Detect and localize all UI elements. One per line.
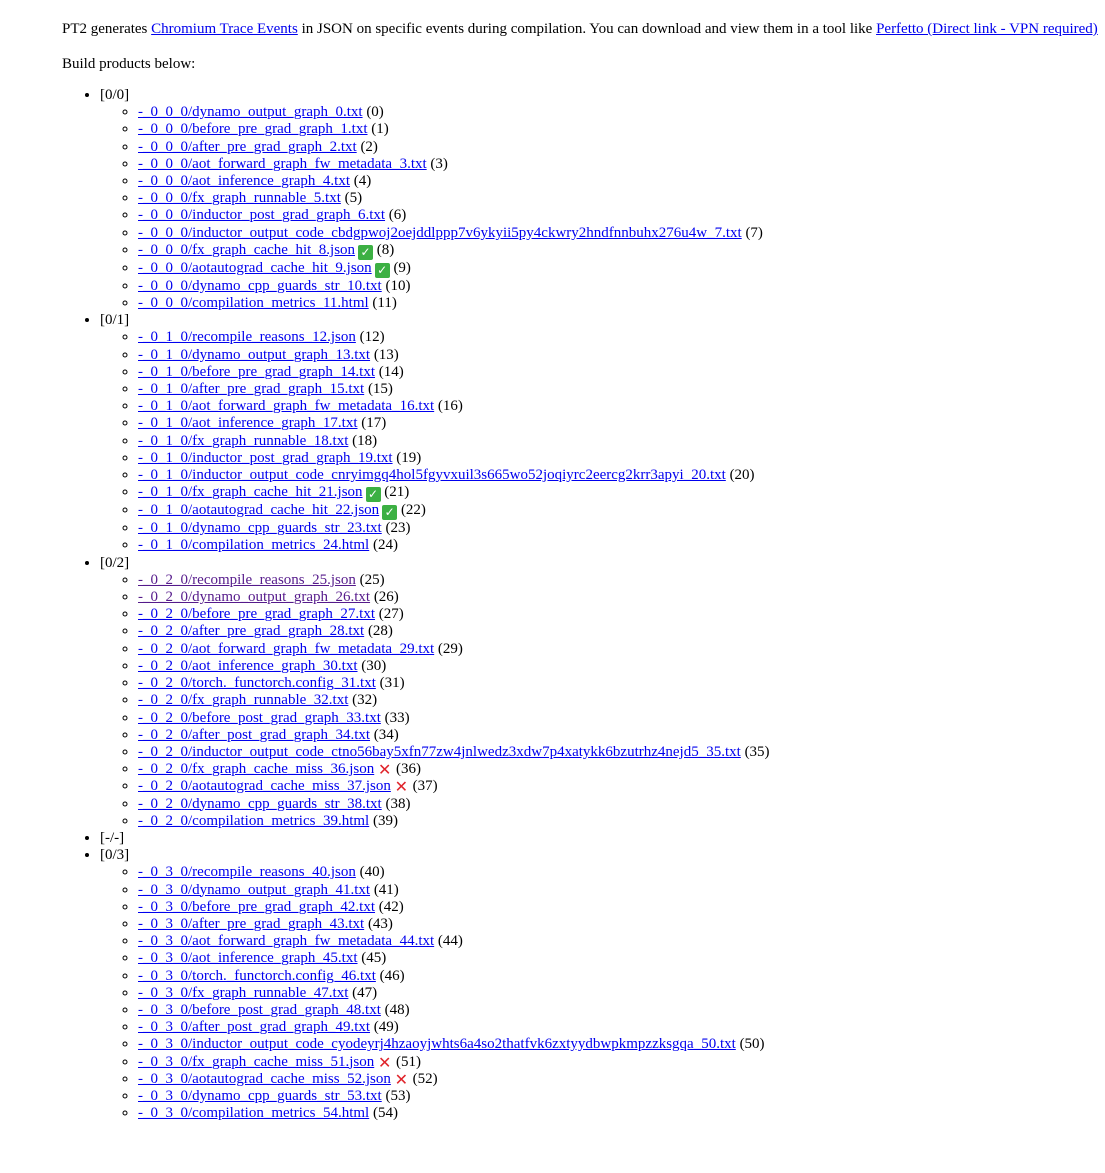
- list-item: [138, 260, 1105, 278]
- frame-group: [100, 87, 1105, 312]
- build-product-link[interactable]: -_0_0_0/before_pre_grad_graph_1.txt: [138, 121, 368, 138]
- build-product-link[interactable]: -_0_1_0/dynamo_output_graph_13.txt: [138, 346, 371, 363]
- build-product-link[interactable]: -_0_3_0/torch._functorch.config_46.txt: [138, 967, 376, 984]
- list-item: [138, 968, 1105, 985]
- build-product-link[interactable]: -_0_2_0/before_post_grad_graph_33.txt: [138, 709, 381, 726]
- intro-before: PT2 generates: [62, 21, 152, 37]
- build-product-link[interactable]: -_0_3_0/before_pre_grad_graph_42.txt: [138, 898, 376, 915]
- list-item: [138, 415, 1105, 432]
- list-item: [138, 658, 1105, 675]
- list-item: [138, 381, 1105, 398]
- list-item: [138, 778, 1105, 795]
- build-product-link[interactable]: -_0_2_0/compilation_metrics_39.html: [138, 812, 370, 829]
- build-product-sublist: [100, 864, 1105, 1122]
- list-item: [138, 950, 1105, 967]
- build-product-index: (16): [434, 398, 463, 415]
- list-item: [138, 933, 1105, 950]
- build-product-link[interactable]: -_0_1_0/compilation_metrics_24.html: [138, 537, 370, 554]
- build-product-link[interactable]: -_0_2_0/dynamo_output_graph_26.txt: [138, 589, 371, 606]
- list-item: [138, 242, 1105, 260]
- build-product-link[interactable]: -_0_3_0/after_post_grad_graph_49.txt: [138, 1019, 371, 1036]
- list-item: [138, 207, 1105, 224]
- build-product-link[interactable]: -_0_2_0/after_pre_grad_graph_28.txt: [138, 623, 365, 640]
- build-product-link[interactable]: -_0_1_0/aotautograd_cache_hit_22.json: [138, 502, 380, 519]
- build-product-link[interactable]: -_0_0_0/after_pre_grad_graph_2.txt: [138, 138, 357, 155]
- build-product-index: (1): [367, 121, 389, 138]
- list-item: [138, 1088, 1105, 1105]
- build-product-link[interactable]: -_0_0_0/inductor_post_grad_graph_6.txt: [138, 207, 386, 224]
- build-products-list: [62, 87, 1105, 1122]
- frame-group: [100, 847, 1105, 1122]
- build-product-index: (28): [364, 623, 393, 640]
- list-item: [138, 139, 1105, 156]
- intro-text: [62, 20, 1098, 38]
- list-item: [138, 433, 1105, 450]
- list-item: [138, 606, 1105, 623]
- list-item: [138, 744, 1105, 761]
- build-product-link[interactable]: -_0_0_0/fx_graph_cache_hit_8.json: [138, 241, 356, 258]
- cross-mark-icon: ✕: [378, 760, 392, 780]
- list-item: [138, 916, 1105, 933]
- build-product-index: (53): [381, 1087, 411, 1104]
- frame-group-label: [0/0]: [100, 87, 130, 103]
- build-product-link[interactable]: -_0_2_0/fx_graph_runnable_32.txt: [138, 692, 349, 709]
- build-product-link[interactable]: -_0_2_0/torch._functorch.config_31.txt: [138, 675, 376, 692]
- frame-group-label: [0/2]: [100, 554, 130, 571]
- build-product-index: (29): [434, 640, 463, 657]
- build-product-index: (41): [370, 881, 399, 898]
- build-product-index: (30): [357, 657, 387, 674]
- build-product-index: (32): [348, 692, 378, 709]
- build-product-link[interactable]: -_0_2_0/after_post_grad_graph_34.txt: [138, 726, 371, 743]
- build-product-index: (11): [368, 295, 397, 312]
- build-product-link[interactable]: -_0_3_0/fx_graph_cache_miss_51.json: [138, 1053, 375, 1070]
- build-product-link[interactable]: -_0_3_0/dynamo_output_graph_41.txt: [138, 881, 371, 898]
- build-product-index: (21): [380, 484, 410, 501]
- build-product-index: (24): [369, 537, 398, 554]
- build-product-index: (22): [397, 502, 426, 519]
- build-product-index: (19): [392, 449, 422, 466]
- build-product-index: (10): [381, 277, 411, 294]
- check-mark-icon: ✓: [375, 263, 390, 278]
- build-product-index: (36): [392, 761, 421, 778]
- build-product-link[interactable]: -_0_2_0/aotautograd_cache_miss_37.json: [138, 778, 391, 795]
- build-product-link[interactable]: -_0_2_0/inductor_output_code_ctno56bay5xfn77zw4jnlwedz3xdw7p4xatykk6bzutrhz4nejd5_35.txt: [138, 743, 741, 760]
- build-product-index: (47): [348, 984, 378, 1001]
- build-product-link[interactable]: -_0_0_0/inductor_output_code_cbdgpwoj2oejddlppp7v6ykyii5py4ckwry2hndfnnbuhx276u4w_7.txt: [138, 224, 742, 241]
- build-product-index: (18): [348, 432, 378, 449]
- list-item: [138, 173, 1105, 190]
- build-product-index: (44): [434, 933, 463, 950]
- list-item: [138, 1036, 1105, 1053]
- build-product-index: (50): [735, 1036, 765, 1053]
- build-product-index: (38): [381, 795, 411, 812]
- build-product-sublist: [100, 572, 1105, 830]
- frame-group: [100, 830, 1105, 847]
- build-product-link[interactable]: -_0_0_0/aot_forward_graph_fw_metadata_3.txt: [138, 155, 427, 172]
- list-item: [138, 761, 1105, 778]
- list-item: [138, 641, 1105, 658]
- build-product-link[interactable]: -_0_2_0/before_pre_grad_graph_27.txt: [138, 606, 376, 623]
- cross-mark-icon: ✕: [394, 777, 409, 797]
- build-product-link[interactable]: -_0_0_0/dynamo_output_graph_0.txt: [138, 104, 363, 121]
- build-product-sublist: [100, 104, 1105, 312]
- list-item: [138, 190, 1105, 207]
- chromium-trace-events-link[interactable]: Chromium Trace Events: [151, 21, 298, 37]
- build-product-index: (42): [375, 898, 404, 915]
- list-item: [138, 156, 1105, 173]
- list-item: [138, 295, 1105, 312]
- build-product-link[interactable]: -_0_3_0/aotautograd_cache_miss_52.json: [138, 1070, 391, 1087]
- build-products-heading: Build products below:: [62, 56, 196, 72]
- build-product-index: (6): [385, 207, 407, 224]
- list-item: [138, 864, 1105, 881]
- check-mark-icon: ✓: [366, 487, 381, 502]
- list-item: [138, 329, 1105, 346]
- build-product-link[interactable]: -_0_2_0/dynamo_cpp_guards_str_38.txt: [138, 795, 382, 812]
- list-item: [138, 727, 1105, 744]
- list-item: [138, 796, 1105, 813]
- list-item: [138, 1105, 1105, 1122]
- build-product-index: (26): [370, 589, 399, 606]
- list-item: [138, 484, 1105, 502]
- list-item: [138, 364, 1105, 381]
- build-product-link[interactable]: -_0_0_0/fx_graph_runnable_5.txt: [138, 190, 341, 207]
- build-product-index: (13): [370, 346, 399, 363]
- list-item: [138, 985, 1105, 1002]
- frame-group-label: [-/-]: [100, 829, 125, 846]
- build-product-index: (14): [375, 363, 404, 380]
- build-product-link[interactable]: -_0_1_0/inductor_output_code_cnryimgq4hol5fgyvxuil3s665wo52joqiyrc2eercg2krr3apyi_20.txt: [138, 467, 726, 484]
- build-product-index: (25): [355, 571, 385, 588]
- build-product-index: (35): [740, 743, 770, 760]
- build-product-link[interactable]: -_0_0_0/aot_inference_graph_4.txt: [138, 173, 351, 190]
- list-item: [138, 623, 1105, 640]
- build-product-sublist: [100, 329, 1105, 554]
- frame-group: [100, 555, 1105, 830]
- build-product-index: (20): [725, 467, 755, 484]
- build-product-link[interactable]: -_0_3_0/fx_graph_runnable_47.txt: [138, 984, 349, 1001]
- cross-mark-icon: ✕: [394, 1069, 409, 1089]
- list-item: [138, 1071, 1105, 1088]
- build-product-link[interactable]: -_0_1_0/fx_graph_runnable_18.txt: [138, 432, 349, 449]
- build-product-link[interactable]: -_0_1_0/before_pre_grad_graph_14.txt: [138, 363, 376, 380]
- build-product-link[interactable]: -_0_3_0/dynamo_cpp_guards_str_53.txt: [138, 1087, 382, 1104]
- build-product-index: (15): [364, 381, 393, 398]
- build-product-index: (52): [408, 1070, 438, 1087]
- list-item: [138, 1054, 1105, 1071]
- build-product-index: (39): [369, 812, 398, 829]
- build-product-link[interactable]: -_0_3_0/aot_forward_graph_fw_metadata_44.txt: [138, 933, 435, 950]
- build-product-link[interactable]: -_0_2_0/aot_forward_graph_fw_metadata_29.txt: [138, 640, 435, 657]
- build-product-link[interactable]: -_0_3_0/inductor_output_code_cyodeyrj4hzaoyjwhts6a4so2thatfvk6zxtyydbwpkmpzzksgqa_50.txt: [138, 1036, 736, 1053]
- list-item: [138, 589, 1105, 606]
- build-product-index: (3): [426, 155, 448, 172]
- perfetto-link[interactable]: Perfetto (Direct link - VPN required): [876, 21, 1098, 37]
- build-product-index: (37): [408, 778, 438, 795]
- build-product-link[interactable]: -_0_0_0/compilation_metrics_11.html: [138, 295, 369, 312]
- frame-group-label: [0/1]: [100, 312, 130, 329]
- list-item: [138, 398, 1105, 415]
- build-product-index: (8): [373, 241, 395, 258]
- build-product-index: (34): [370, 726, 399, 743]
- build-product-index: (12): [355, 329, 385, 346]
- build-product-index: (27): [375, 606, 404, 623]
- build-product-link[interactable]: -_0_1_0/fx_graph_cache_hit_21.json: [138, 484, 363, 501]
- list-item: [138, 1002, 1105, 1019]
- build-product-index: (40): [355, 864, 385, 881]
- list-item: [138, 537, 1105, 554]
- list-item: [138, 104, 1105, 121]
- build-product-link[interactable]: -_0_3_0/before_post_grad_graph_48.txt: [138, 1001, 381, 1018]
- list-item: [138, 450, 1105, 467]
- build-product-index: (2): [356, 138, 378, 155]
- build-product-index: (43): [364, 915, 393, 932]
- build-product-link[interactable]: -_0_3_0/compilation_metrics_54.html: [138, 1105, 370, 1122]
- build-product-link[interactable]: -_0_1_0/recompile_reasons_12.json: [138, 329, 356, 346]
- build-product-link[interactable]: -_0_1_0/inductor_post_grad_graph_19.txt: [138, 449, 393, 466]
- list-item: [138, 899, 1105, 916]
- build-product-link[interactable]: -_0_1_0/aot_forward_graph_fw_metadata_16.txt: [138, 398, 435, 415]
- intro-middle: in JSON on specific events during compilation. You can download and view them in a tool like: [297, 21, 877, 37]
- list-item: [138, 813, 1105, 830]
- build-product-index: (7): [741, 224, 763, 241]
- build-product-link[interactable]: -_0_2_0/recompile_reasons_25.json: [138, 571, 356, 588]
- list-item: [138, 675, 1105, 692]
- list-item: [138, 520, 1105, 537]
- build-product-index: (46): [375, 967, 405, 984]
- build-product-index: (4): [350, 173, 372, 190]
- build-product-index: (31): [375, 675, 405, 692]
- frame-group: [100, 312, 1105, 554]
- list-item: [138, 278, 1105, 295]
- list-item: [138, 502, 1105, 520]
- build-product-link[interactable]: -_0_1_0/aot_inference_graph_17.txt: [138, 415, 358, 432]
- build-product-link[interactable]: -_0_2_0/fx_graph_cache_miss_36.json: [138, 761, 375, 778]
- build-product-index: (17): [357, 415, 387, 432]
- list-item: [138, 121, 1105, 138]
- build-product-index: (23): [381, 520, 411, 537]
- frame-group-label: [0/3]: [100, 847, 130, 864]
- build-product-index: (0): [362, 104, 384, 121]
- list-item: [138, 882, 1105, 899]
- build-product-index: (45): [357, 950, 387, 967]
- build-product-index: (5): [340, 190, 363, 207]
- list-item: [138, 572, 1105, 589]
- cross-mark-icon: ✕: [378, 1052, 392, 1072]
- list-item: [138, 692, 1105, 709]
- list-item: [138, 467, 1105, 484]
- check-mark-icon: ✓: [382, 505, 397, 520]
- list-item: [138, 1019, 1105, 1036]
- build-product-link[interactable]: -_0_1_0/after_pre_grad_graph_15.txt: [138, 381, 365, 398]
- build-product-link[interactable]: -_0_3_0/recompile_reasons_40.json: [138, 864, 356, 881]
- build-product-link[interactable]: -_0_0_0/dynamo_cpp_guards_str_10.txt: [138, 277, 382, 294]
- list-item: [138, 225, 1105, 242]
- build-product-index: (51): [392, 1053, 421, 1070]
- build-product-index: (49): [370, 1019, 399, 1036]
- build-product-index: (48): [380, 1001, 410, 1018]
- build-product-link[interactable]: -_0_1_0/dynamo_cpp_guards_str_23.txt: [138, 520, 382, 537]
- build-product-link[interactable]: -_0_3_0/after_pre_grad_graph_43.txt: [138, 915, 365, 932]
- list-item: [138, 347, 1105, 364]
- build-product-index: (54): [369, 1105, 398, 1122]
- build-product-index: (9): [389, 259, 411, 276]
- build-product-link[interactable]: -_0_3_0/aot_inference_graph_45.txt: [138, 950, 358, 967]
- build-product-link[interactable]: -_0_0_0/aotautograd_cache_hit_9.json: [138, 259, 372, 276]
- build-product-index: (33): [380, 709, 410, 726]
- list-item: [138, 710, 1105, 727]
- check-mark-icon: ✓: [358, 245, 373, 260]
- build-product-link[interactable]: -_0_2_0/aot_inference_graph_30.txt: [138, 657, 358, 674]
